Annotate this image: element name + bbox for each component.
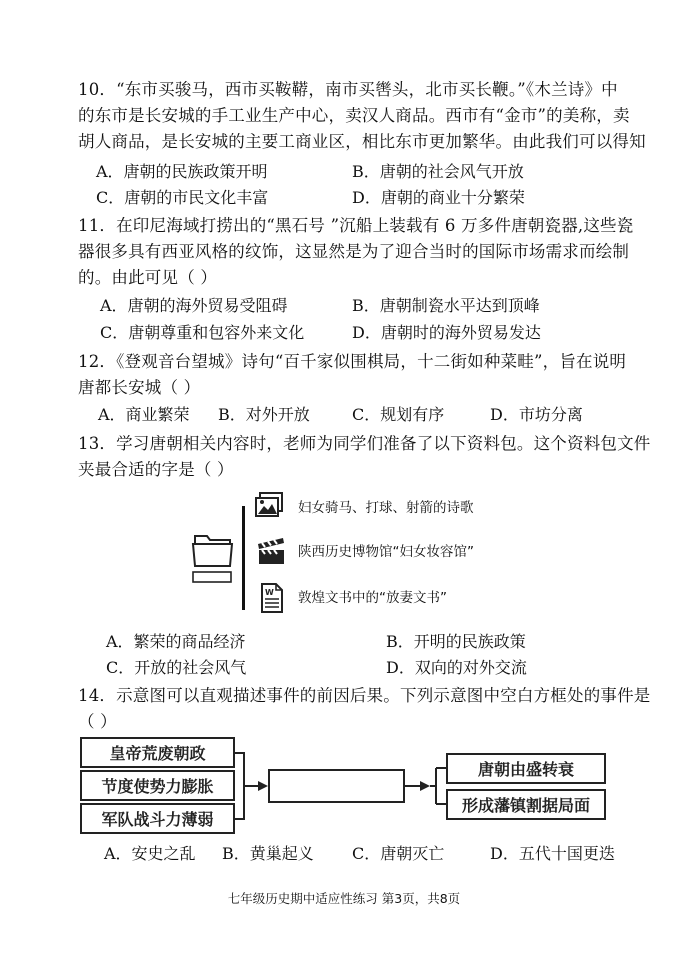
- result-box-2: 形成藩镇割据局面: [446, 789, 606, 820]
- q13-option-a[interactable]: A．繁荣的商品经济: [106, 632, 246, 651]
- q12-option-d[interactable]: D．市坊分离: [490, 405, 583, 424]
- q10-line-2: 的东市是长安城的手工业生产中心，卖汉人商品。西市有“金市”的美称，卖: [78, 106, 630, 125]
- q12-option-c[interactable]: C．规划有序: [352, 405, 445, 424]
- resource-item-1: 妇女骑马、打球、射箭的诗歌: [298, 500, 474, 516]
- q12-option-a[interactable]: A．商业繁荣: [98, 405, 190, 424]
- q11-option-d[interactable]: D．唐朝时的海外贸易发达: [352, 323, 541, 342]
- q11-option-a[interactable]: A．唐朝的海外贸易受阻碍: [100, 296, 288, 315]
- resource-item-2: 陕西历史博物馆“妇女妆容馆”: [298, 544, 474, 560]
- resource-item-3: 敦煌文书中的“放妻文书”: [298, 590, 447, 606]
- q14-line-1: 14．示意图可以直观描述事件的前因后果。下列示意图中空白方框处的事件是: [78, 686, 651, 705]
- q10-option-a[interactable]: A．唐朝的民族政策开明: [96, 162, 268, 181]
- q14-option-b[interactable]: B．黄巢起义: [222, 844, 314, 863]
- blank-event-box[interactable]: [268, 769, 405, 803]
- q12-option-b[interactable]: B．对外开放: [218, 405, 310, 424]
- q14-line-2: （ ）: [78, 712, 117, 731]
- q10-line-3: 胡人商品，是长安城的主要工商业区，相比东市更加繁华。由此我们可以得知: [78, 132, 646, 151]
- q14-option-a[interactable]: A．安史之乱: [104, 844, 196, 863]
- q10-option-b[interactable]: B．唐朝的社会风气开放: [352, 162, 524, 181]
- q13-option-c[interactable]: C．开放的社会风气: [106, 658, 247, 677]
- q10-option-d[interactable]: D．唐朝的商业十分繁荣: [352, 188, 525, 207]
- cause-box-1: 皇帝荒废朝政: [80, 737, 235, 768]
- q12-line-1: 12．《登观音台望城》诗句“百千家似围棋局，十二街如种菜畦”，旨在说明: [78, 352, 627, 371]
- q12-line-2: 唐都长安城（ ）: [78, 378, 201, 397]
- q13-line-2: 夹最合适的字是（ ）: [78, 460, 234, 479]
- q11-line-3: 的。由此可见（ ）: [78, 268, 218, 287]
- q11-line-1: 11．在印尼海域打捞出的“黑石号 ”沉船上装载有 6 万多件唐朝瓷器,这些瓷: [78, 216, 634, 235]
- q10-option-c[interactable]: C．唐朝的市民文化丰富: [96, 188, 269, 207]
- q11-option-b[interactable]: B．唐朝制瓷水平达到顶峰: [352, 296, 540, 315]
- page-footer: 七年级历史期中适应性练习 第3页，共8页: [227, 891, 461, 906]
- q11-option-c[interactable]: C．唐朝尊重和包容外来文化: [100, 323, 305, 342]
- q10-line-1: 10．“东市买骏马，西市买鞍鞯，南市买辔头，北市买长鞭。”《木兰诗》中: [78, 80, 618, 99]
- q13-option-d[interactable]: D．双向的对外交流: [386, 658, 527, 677]
- svg-text:W: W: [265, 588, 274, 597]
- q11-line-2: 器很多具有西亚风格的纹饰，这显然是为了迎合当时的国际市场需求而绘制: [78, 242, 630, 261]
- result-box-1: 唐朝由盛转衰: [446, 753, 606, 784]
- q13-line-1: 13．学习唐朝相关内容时，老师为同学们准备了以下资料包。这个资料包文件: [78, 434, 651, 453]
- cause-box-2: 节度使势力膨胀: [80, 770, 235, 801]
- q13-option-b[interactable]: B．开明的民族政策: [386, 632, 526, 651]
- cause-box-3: 军队战斗力薄弱: [80, 803, 235, 834]
- q14-option-c[interactable]: C．唐朝灭亡: [352, 844, 445, 863]
- q14-option-d[interactable]: D．五代十国更迭: [490, 844, 615, 863]
